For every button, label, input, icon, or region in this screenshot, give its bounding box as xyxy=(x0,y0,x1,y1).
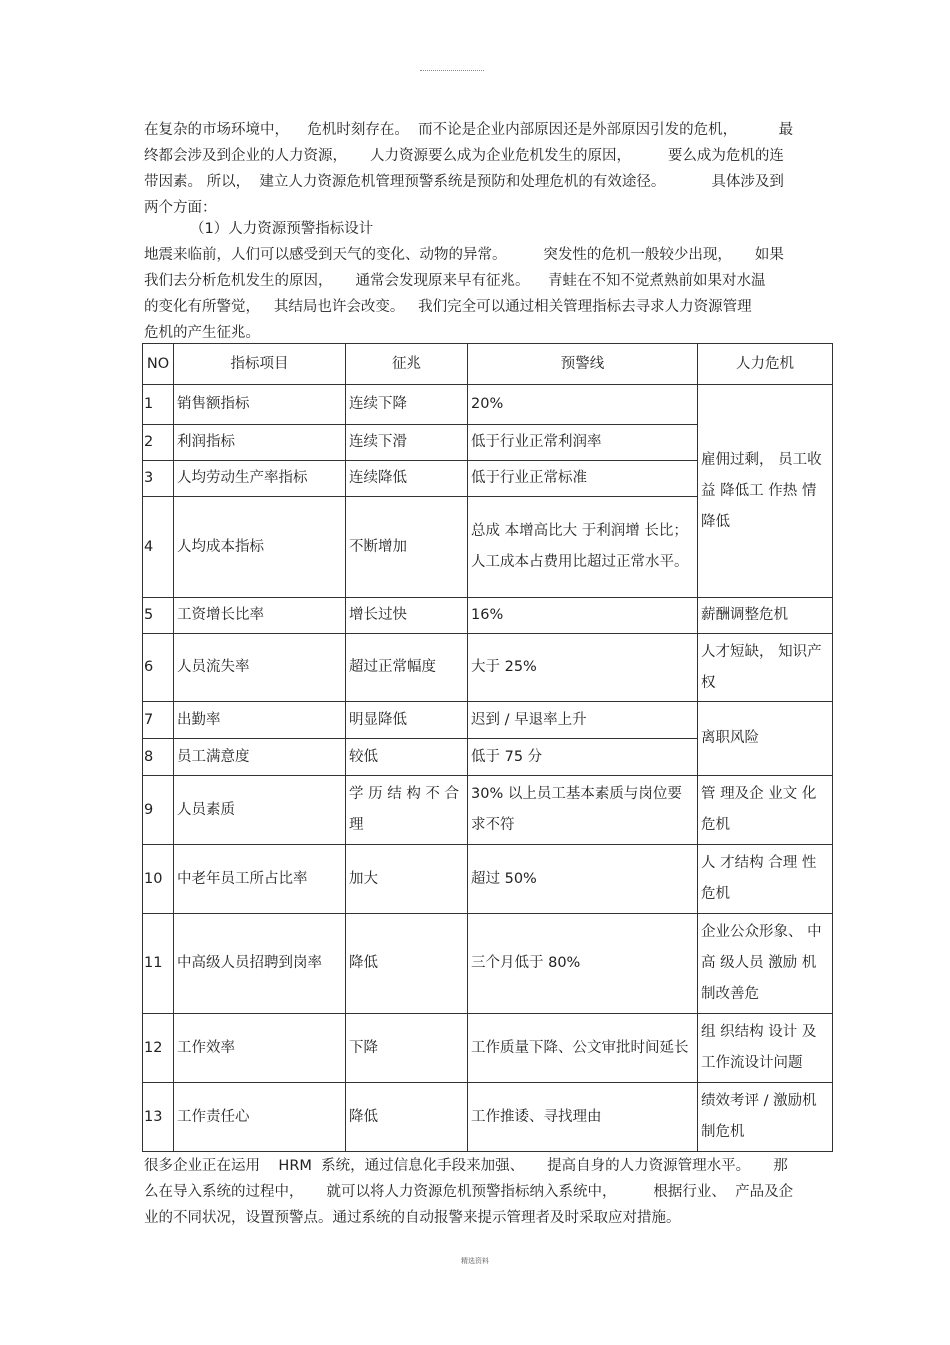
cell-no: 11 xyxy=(143,914,174,1014)
cell-sign: 加大 xyxy=(346,845,468,914)
cell-crisis: 薪酬调整危机 xyxy=(698,598,833,634)
cell-threshold: 工作质量下降、公文审批时间延长 xyxy=(468,1014,698,1083)
table-row xyxy=(143,1083,833,1152)
cell-no: 3 xyxy=(143,461,174,497)
cell-threshold: 超过 50% xyxy=(468,845,698,914)
cell-no: 1 xyxy=(143,385,174,425)
cell-no: 10 xyxy=(143,845,174,914)
table-row xyxy=(143,776,833,845)
cell-crisis: 绩效考评 / 激励机制危机 xyxy=(698,1083,833,1152)
cell-item: 出勤率 xyxy=(174,702,346,739)
table-row xyxy=(143,634,833,702)
text-line: 业的不同状况，设置预警点。通过系统的自动报警来提示管理者及时采取应对措施。 xyxy=(144,1210,681,1226)
cell-crisis: 人 才结构 合理 性危机 xyxy=(698,845,833,914)
cell-no: 8 xyxy=(143,739,174,776)
table-row xyxy=(143,598,833,634)
cell-threshold: 30% 以上员工基本素质与岗位要求不符 xyxy=(468,776,698,845)
intro-paragraph xyxy=(144,117,824,221)
cell-sign: 连续下滑 xyxy=(346,425,468,461)
cell-item: 工作责任心 xyxy=(174,1083,346,1152)
text-line: 危机的产生征兆。 xyxy=(144,325,260,341)
cell-crisis: 离职风险 xyxy=(698,702,833,776)
cell-item: 人员流失率 xyxy=(174,634,346,702)
cell-sign: 不断增加 xyxy=(346,497,468,598)
table-header-row xyxy=(143,344,833,385)
cell-crisis: 人才短缺， 知识产权 xyxy=(698,634,833,702)
cell-item: 工资增长比率 xyxy=(174,598,346,634)
cell-sign: 降低 xyxy=(346,914,468,1014)
cell-sign: 连续下降 xyxy=(346,385,468,425)
header-threshold: 预警线 xyxy=(468,344,698,385)
section-heading: （1）人力资源预警指标设计 xyxy=(190,221,374,237)
table-row xyxy=(143,702,833,739)
cell-no: 12 xyxy=(143,1014,174,1083)
cell-threshold: 20% xyxy=(468,385,698,425)
cell-sign: 较低 xyxy=(346,739,468,776)
cell-sign: 学 历 结 构 不 合 理 xyxy=(346,776,468,845)
text-line: 带因素。 所以， 建立人力资源危机管理预警系统是预防和处理危机的有效途径。 具体涉及到 xyxy=(144,174,784,190)
cell-crisis: 管 理及企 业文 化危机 xyxy=(698,776,833,845)
cell-item: 人员素质 xyxy=(174,776,346,845)
table-row xyxy=(143,845,833,914)
cell-crisis: 组 织结构 设计 及工作流设计问题 xyxy=(698,1014,833,1083)
cell-no: 5 xyxy=(143,598,174,634)
warning-indicator-table xyxy=(142,343,833,1152)
cell-threshold: 迟到 / 早退率上升 xyxy=(468,702,698,739)
cell-no: 9 xyxy=(143,776,174,845)
cell-sign: 明显降低 xyxy=(346,702,468,739)
section-intro-paragraph xyxy=(144,242,824,346)
cell-no: 4 xyxy=(143,497,174,598)
cell-item: 人均成本指标 xyxy=(174,497,346,598)
text-line: 我们去分析危机发生的原因， 通常会发现原来早有征兆。 青蛙在不知不觉煮熟前如果对水温 xyxy=(144,273,766,289)
header-item: 指标项目 xyxy=(174,344,346,385)
cell-sign: 增长过快 xyxy=(346,598,468,634)
cell-threshold: 低于 75 分 xyxy=(468,739,698,776)
cell-item: 中高级人员招聘到岗率 xyxy=(174,914,346,1014)
cell-threshold: 16% xyxy=(468,598,698,634)
cell-item: 员工满意度 xyxy=(174,739,346,776)
cell-no: 2 xyxy=(143,425,174,461)
cell-item: 销售额指标 xyxy=(174,385,346,425)
page-footer: 精选资料 xyxy=(461,1257,489,1265)
cell-no: 13 xyxy=(143,1083,174,1152)
header-no: NO xyxy=(143,344,174,385)
header-sign: 征兆 xyxy=(346,344,468,385)
cell-threshold: 三个月低于 80% xyxy=(468,914,698,1014)
cell-threshold: 工作推诿、寻找理由 xyxy=(468,1083,698,1152)
header-dotted-rule xyxy=(420,70,484,71)
text-line: 两个方面： xyxy=(144,200,217,216)
table-row xyxy=(143,385,833,425)
cell-item: 利润指标 xyxy=(174,425,346,461)
text-line: 么在导入系统的过程中， 就可以将人力资源危机预警指标纳入系统中， 根据行业、 产品及企 xyxy=(144,1184,794,1200)
table-row xyxy=(143,914,833,1014)
cell-no: 6 xyxy=(143,634,174,702)
text-line: 地震来临前，人们可以感受到天气的变化、动物的异常。 突发性的危机一般较少出现， 如果 xyxy=(144,247,784,263)
cell-threshold: 大于 25% xyxy=(468,634,698,702)
text-line: 在复杂的市场环境中， 危机时刻存在。 而不论是企业内部原因还是外部原因引发的危机， 最 xyxy=(144,122,794,138)
cell-sign: 超过正常幅度 xyxy=(346,634,468,702)
cell-item: 中老年员工所占比率 xyxy=(174,845,346,914)
text-line: 的变化有所警觉， 其结局也许会改变。 我们完全可以通过相关管理指标去寻求人力资源管理 xyxy=(144,299,752,315)
cell-sign: 下降 xyxy=(346,1014,468,1083)
cell-sign: 降低 xyxy=(346,1083,468,1152)
cell-item: 工作效率 xyxy=(174,1014,346,1083)
table-row xyxy=(143,1014,833,1083)
cell-crisis: 企业公众形象、 中高 级人员 激励 机制改善危 xyxy=(698,914,833,1014)
cell-crisis: 雇佣过剩， 员工收益 降低工 作热 情降低 xyxy=(698,385,833,598)
cell-no: 7 xyxy=(143,702,174,739)
cell-item: 人均劳动生产率指标 xyxy=(174,461,346,497)
header-crisis: 人力危机 xyxy=(698,344,833,385)
text-line: 终都会涉及到企业的人力资源， 人力资源要么成为企业危机发生的原因， 要么成为危机的连 xyxy=(144,148,784,164)
closing-paragraph xyxy=(144,1153,824,1231)
text-line: 很多企业正在运用 HRM 系统，通过信息化手段来加强、 提高自身的人力资源管理水平。 那 xyxy=(144,1158,788,1174)
cell-sign: 连续降低 xyxy=(346,461,468,497)
cell-threshold: 总成 本增高比大 于利润增 长比；人工成本占费用比超过正常水平。 xyxy=(468,497,698,598)
cell-threshold: 低于行业正常利润率 xyxy=(468,425,698,461)
cell-threshold: 低于行业正常标准 xyxy=(468,461,698,497)
